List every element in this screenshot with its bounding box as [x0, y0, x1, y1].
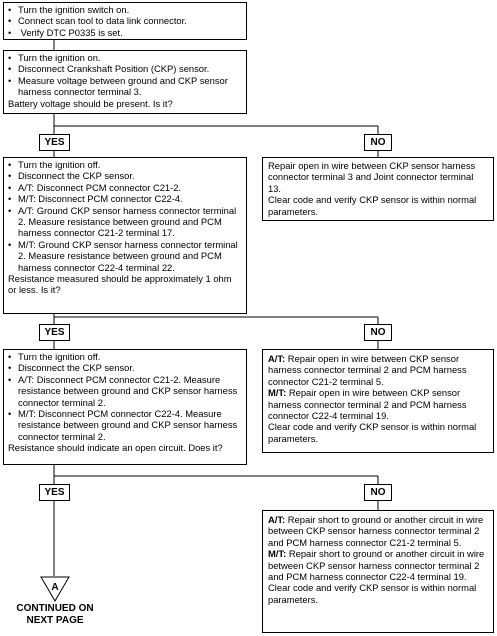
step4-question: Resistance should indicate an open circuit. Does it?	[8, 442, 223, 454]
no-label: NO	[364, 324, 392, 341]
no3-at-text	[268, 514, 488, 548]
no2-box	[262, 349, 494, 453]
no3-box	[262, 510, 494, 633]
no3-at-prefix: A/T:	[268, 514, 286, 525]
step3-bullet: • A/T: Ground CKP sensor harness connector terminal 2. Measure resistance between ground and PCM harness connector C21-2 terminal 17.	[8, 205, 242, 239]
no1-box	[262, 157, 494, 221]
step4-bullet: • A/T: Disconnect PCM connector C21-2. Measure resistance between ground and CKP sensor harness connector terminal 2.	[8, 374, 242, 408]
yes-label: YES	[39, 324, 70, 341]
offpage-connector-icon	[40, 576, 70, 602]
no3-mt-prefix: M/T:	[268, 548, 287, 560]
yes-label: YES	[39, 484, 70, 501]
no-label: NO	[364, 134, 392, 151]
step3-question: Resistance measured should be approximately 1 ohm or less. Is it?	[8, 273, 232, 296]
step4-bullet: • Disconnect the CKP sensor.	[8, 362, 242, 373]
no2-at-text	[268, 353, 488, 387]
no2-at-prefix: A/T:	[268, 353, 286, 364]
no2-clear-text: Clear code and verify CKP sensor is within normal parameters.	[268, 421, 477, 444]
step4-bullet: • Turn the ignition off.	[8, 351, 242, 362]
step4-bullet: • M/T: Disconnect PCM connector C22-4. Measure resistance between ground and CKP sensor harness connector terminal 2.	[8, 408, 242, 442]
no-label: NO	[364, 484, 392, 501]
yes-label: YES	[39, 134, 70, 151]
step4-box	[3, 349, 247, 465]
no2-mt-body: Repair open in wire between CKP sensor harness connector terminal 2 and PCM harness connector C22-4 terminal 19.	[268, 387, 467, 422]
step2-bullet: • Measure voltage between ground and CKP sensor harness connector terminal 3.	[8, 75, 242, 98]
no3-mt-text	[268, 548, 488, 582]
step3-bullet: • Turn the ignition off.	[8, 159, 242, 170]
no2-mt-prefix: M/T:	[268, 387, 287, 399]
step1-bullet: • Verify DTC P0335 is set.	[8, 27, 242, 38]
no2-mt-text	[268, 387, 488, 421]
no3-mt-body: Repair short to ground or another circuit in wire between CKP sensor harness connector terminal 2 and PCM harness connector C22-4 terminal 19.	[268, 548, 485, 583]
step3-bullet: • Disconnect the CKP sensor.	[8, 170, 242, 181]
step3-bullet: • M/T: Ground CKP sensor harness connector terminal 2. Measure resistance between ground and PCM harness connector C22-4 terminal 22.	[8, 239, 242, 273]
step2-bullet: • Turn the ignition on.	[8, 52, 242, 63]
no3-clear-text: Clear code and verify CKP sensor is within normal parameters.	[268, 582, 477, 605]
no2-at-body: Repair open in wire between CKP sensor harness connector terminal 2 and PCM harness connector C21-2 terminal 5.	[268, 353, 467, 387]
step3-box	[3, 157, 247, 314]
no1-repair-text: Repair open in wire between CKP sensor harness connector terminal 3 and Joint connector terminal 13.	[268, 160, 476, 194]
continued-line1: CONTINUED ON	[16, 603, 94, 614]
no1-clear-text: Clear code and verify CKP sensor is within normal parameters.	[268, 194, 477, 217]
no3-at-body: Repair short to ground or another circuit in wire between CKP sensor harness connector terminal 2 and PCM harness connector C21-2 terminal 5.	[268, 514, 484, 548]
step2-box	[3, 50, 247, 114]
connector-letter: A	[51, 582, 59, 593]
step3-bullet: • M/T: Disconnect PCM connector C22-4.	[8, 193, 242, 204]
continued-text	[5, 603, 105, 627]
step2-bullet: • Disconnect Crankshaft Position (CKP) sensor.	[8, 63, 242, 74]
step2-question: Battery voltage should be present. Is it?	[8, 97, 173, 109]
step1-box	[3, 2, 247, 40]
continued-line2: NEXT PAGE	[26, 615, 84, 626]
step3-bullet: • A/T: Disconnect PCM connector C21-2.	[8, 182, 242, 193]
step1-bullet: • Connect scan tool to data link connector.	[8, 15, 242, 26]
step1-bullet: • Turn the ignition switch on.	[8, 4, 242, 15]
